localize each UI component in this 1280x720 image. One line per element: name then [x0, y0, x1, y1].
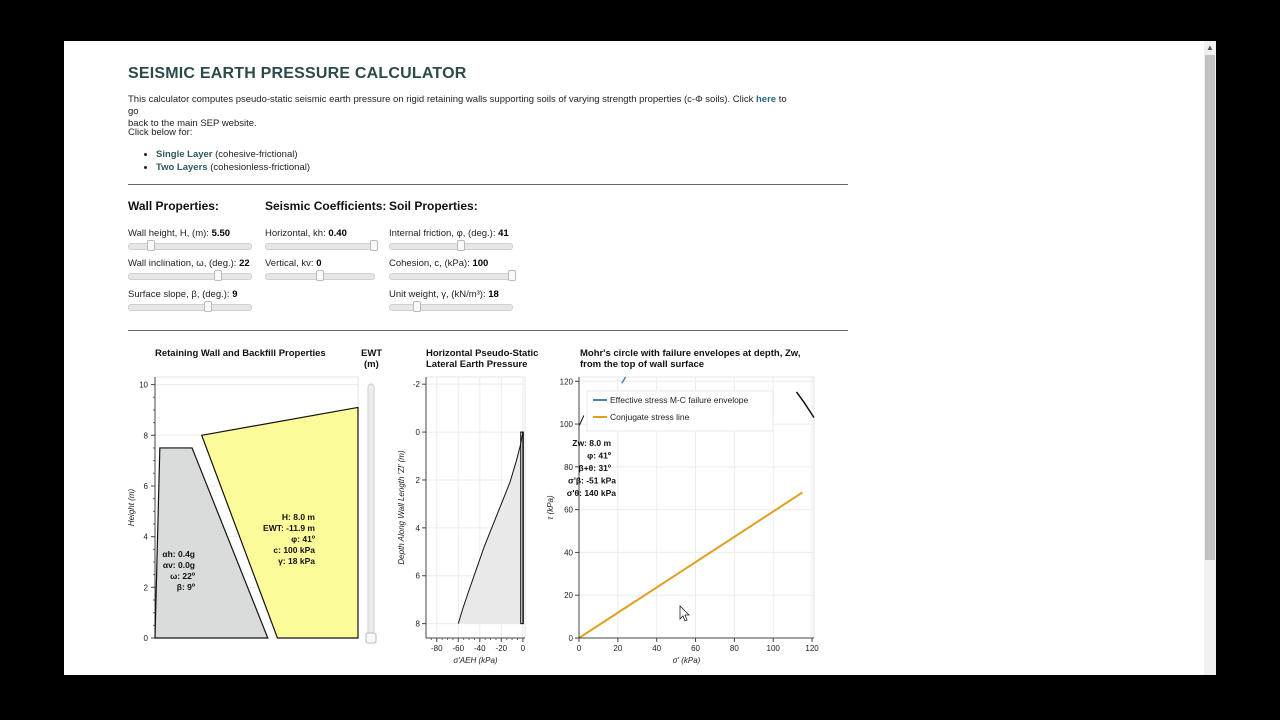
unit-weight-label [389, 289, 499, 300]
page-scrollbar[interactable] [1204, 41, 1216, 675]
wall-height-label [128, 228, 230, 239]
mohr-chart-subtitle: from the top of wall surface [580, 359, 705, 370]
kv-value: 0 [316, 258, 322, 269]
wall-inclination-slider[interactable] [128, 273, 252, 280]
wall-height-value: 5.50 [211, 228, 231, 239]
surface-slope-slider-handle[interactable] [204, 301, 212, 312]
soil-properties-heading: Soil Properties: [389, 199, 478, 213]
backfill-label: γ: 18 kPa [278, 556, 315, 566]
mohr-annotation: σ'β: -51 kPa [568, 475, 616, 486]
wall-y-tick-label: 8 [143, 431, 148, 441]
mohr-x-tick-label: 60 [691, 644, 700, 653]
divider [128, 330, 848, 331]
single-layer-link[interactable]: Single Layer [156, 149, 213, 160]
mohr-legend-label: Effective stress M-C failure envelope [610, 395, 749, 405]
friction-slider[interactable] [389, 243, 513, 250]
kh-slider-handle[interactable] [370, 240, 378, 251]
friction-slider-handle[interactable] [457, 240, 465, 251]
mohr-y-tick-label: 60 [564, 505, 573, 515]
mohr-chart-title: Mohr's circle with failure envelopes at depth, Zw, [580, 348, 801, 359]
wall-inclination-slider-handle[interactable] [214, 270, 222, 281]
wall-height-slider[interactable] [128, 243, 252, 250]
cohesion-label [389, 258, 488, 269]
wall-label: β: 9º [176, 582, 195, 592]
wall-label: ω: 22º [170, 571, 195, 581]
mohr-legend-label: Conjugate stress line [610, 412, 690, 422]
figure-titles [155, 348, 800, 370]
wall-y-tick-label: 0 [143, 634, 148, 643]
pressure-x-axis-label: σ'AEH (kPa) [453, 656, 498, 665]
pressure-y-tick-label: 2 [415, 475, 420, 485]
wall-label: αv: 0.0g [162, 560, 195, 570]
friction-value: 41 [498, 228, 509, 239]
cohesion-value: 100 [472, 258, 489, 269]
wall-inclination-label [128, 258, 250, 269]
pressure-x-tick-label: -80 [430, 644, 443, 653]
wall-height-label-text: Wall height, H, (m): [128, 228, 209, 239]
divider [128, 184, 848, 185]
seismic-coefficients-heading: Seismic Coefficients: [265, 199, 387, 213]
unit-weight-slider-handle[interactable] [413, 301, 421, 312]
surface-slope-value: 9 [232, 289, 238, 300]
kh-slider[interactable] [265, 243, 375, 250]
mohr-x-tick-label: 40 [652, 644, 662, 653]
mohr-x-tick-label: 20 [613, 644, 623, 653]
surface-slope-label [128, 289, 238, 300]
kv-slider-handle[interactable] [316, 270, 324, 281]
single-layer-note: (cohesive-frictional) [215, 149, 298, 160]
ewt-slider-track [368, 384, 374, 638]
mohr-y-tick-label: 40 [564, 548, 573, 558]
mohr-y-tick-label: 80 [564, 462, 573, 472]
kv-slider[interactable] [265, 273, 375, 280]
main-site-link[interactable]: here [755, 94, 777, 105]
two-layers-link[interactable]: Two Layers [156, 161, 208, 173]
two-layers-note: (cohesionless-frictional) [210, 161, 311, 173]
cohesion-label-text: Cohesion, c, (kPa): [389, 258, 470, 269]
pressure-y-tick-label: 6 [415, 571, 420, 581]
mohr-annotation: φ: 41º [587, 450, 611, 461]
wall-height-slider-handle[interactable] [147, 240, 155, 251]
mohr-y-tick-label: 20 [564, 591, 573, 601]
kh-value: 0.40 [328, 228, 347, 239]
ewt-unit: (m) [364, 359, 379, 370]
intro-text-3: back to the main SEP website. [128, 118, 257, 129]
intro-text: This calculator computes pseudo-static seismic earth pressure on rigid retaining walls supporting soils of varying strength properties (c-Φ soils). Click [128, 94, 754, 105]
wall-y-tick-label: 2 [143, 583, 148, 593]
unit-weight-value: 18 [488, 289, 499, 300]
mohr-x-tick-label: 100 [766, 644, 780, 653]
intro-text-2: to go [128, 94, 787, 117]
pressure-x-tick-label: -40 [474, 644, 486, 653]
kv-label [265, 258, 322, 269]
wall-y-tick-label: 6 [143, 481, 148, 491]
mohr-y-axis-label: τ (kPa) [546, 495, 555, 520]
backfill-label: EWT: -11.9 m [263, 523, 315, 533]
kv-label-text: Vertical, kv: [265, 258, 314, 269]
kh-label-text: Horizontal, kh: [265, 228, 326, 239]
pressure-x-tick-label: 0 [520, 644, 526, 653]
ewt-slider[interactable] [366, 384, 376, 643]
cohesion-slider[interactable] [389, 273, 513, 280]
page-content [64, 41, 1204, 675]
click-below-text: Click below for: [128, 127, 193, 138]
pressure-y-axis-label: Depth Along Wall Length 'Zl' (m) [397, 450, 406, 565]
pressure-y-tick-label: 0 [415, 428, 420, 438]
browser-page [64, 41, 1216, 675]
pressure-chart-title: Horizontal Pseudo-Static [426, 348, 539, 359]
pressure-y-tick-label: 4 [415, 523, 420, 533]
wall-chart [127, 377, 358, 643]
pressure-y-tick-label: -2 [412, 380, 420, 390]
list-item [156, 162, 310, 175]
kh-label [265, 228, 347, 239]
wall-inclination-value: 22 [239, 258, 250, 269]
backfill-label: H: 8.0 m [281, 512, 315, 522]
ewt-slider-handle[interactable] [366, 633, 376, 643]
results-figure [64, 41, 1204, 675]
pressure-x-tick-label: -60 [452, 644, 465, 653]
wall-y-tick-label: 10 [139, 380, 148, 390]
pressure-y-tick-label: 8 [415, 619, 420, 629]
calculator-links [142, 149, 310, 174]
mohr-x-tick-label: 120 [805, 644, 819, 653]
mohr-legend [587, 391, 773, 431]
wall-inclination-label-text: Wall inclination, ω, (deg.): [128, 258, 237, 269]
wall-label: αh: 0.4g [162, 549, 195, 559]
mohr-x-tick-label: 80 [729, 644, 739, 653]
wall-properties-heading: Wall Properties: [128, 199, 219, 213]
scrollbar-thumb[interactable] [1205, 55, 1215, 560]
pressure-chart-subtitle: Lateral Earth Pressure [426, 359, 528, 370]
wall-y-tick-label: 4 [143, 532, 148, 542]
backfill-label: φ: 41º [291, 534, 315, 544]
page-title: SEISMIC EARTH PRESSURE CALCULATOR [128, 65, 467, 82]
pressure-chart [397, 377, 526, 665]
backfill-label: c: 100 kPa [273, 545, 315, 555]
scroll-up-arrow-icon[interactable]: ▲ [1206, 43, 1214, 52]
ewt-title: EWT [361, 348, 383, 359]
list-item [156, 149, 310, 162]
mohr-annotation: Zw: 8.0 m [572, 438, 611, 448]
mohr-chart [546, 377, 819, 665]
friction-label-text: Internal friction, φ, (deg.): [389, 228, 496, 239]
unit-weight-slider[interactable] [389, 304, 513, 311]
cohesion-slider-handle[interactable] [508, 270, 516, 281]
intro-paragraph [128, 94, 788, 130]
friction-label [389, 228, 509, 239]
mohr-x-tick-label: 0 [576, 644, 582, 653]
mohr-annotation: σ'θ: 140 kPa [566, 488, 616, 498]
wall-chart-title: Retaining Wall and Backfill Properties [155, 348, 326, 359]
mohr-y-tick-label: 120 [559, 377, 573, 387]
mohr-annotation: β+θ: 31º [578, 463, 611, 473]
pressure-x-tick-label: -20 [495, 644, 508, 653]
mohr-y-tick-label: 100 [559, 420, 573, 430]
wall-y-axis-label: Height (m) [127, 488, 136, 527]
unit-weight-label-text: Unit weight, γ, (kN/m³): [389, 289, 486, 300]
mohr-x-axis-label: σ' (kPa) [672, 656, 701, 665]
surface-slope-slider[interactable] [128, 304, 252, 311]
surface-slope-label-text: Surface slope, β, (deg.): [128, 289, 230, 300]
mohr-y-tick-label: 0 [568, 634, 573, 643]
